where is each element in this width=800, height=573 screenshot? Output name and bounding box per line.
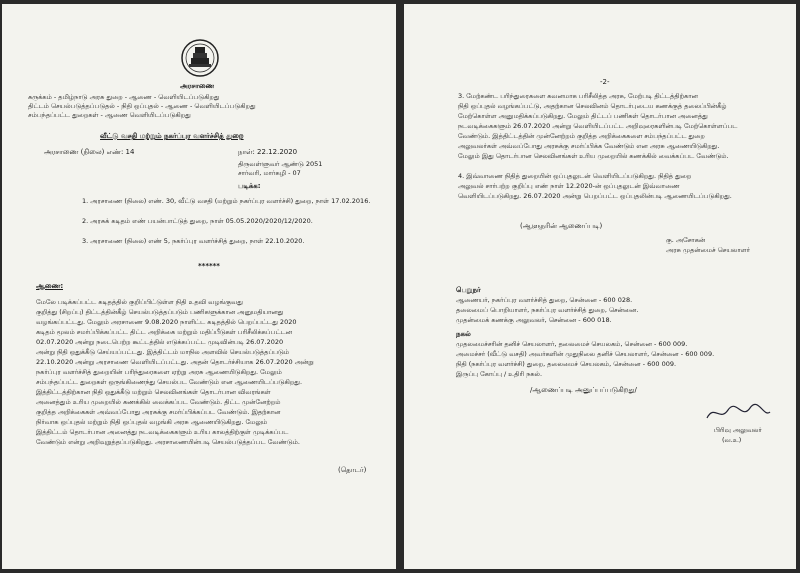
para-line: மேற்கொள்ள அனுமதிக்கப்படுகிறது. மேலும் திட்டப் பணிகள் தொடர்பான அனைத்து: [458, 112, 708, 120]
para-line: அலுவல் சார்பற்ற குறிப்பு எண் நாள் 12.2020-ன் ஒப்புதலுடன் இவ்வாணை: [458, 182, 680, 190]
divider: ******: [198, 262, 220, 270]
document-page-2: [404, 4, 796, 569]
para-line: வேண்டும். இத்திட்டத்தின் முன்னேற்றம் குறித்த அறிக்கைகளை சம்பந்தப்பட்ட துறை: [458, 132, 705, 140]
governor-order: (ஆளுநரின் ஆணைப்படி): [520, 222, 603, 230]
section-officer-title: (வ.உ): [722, 436, 742, 444]
to-line: தலைமைப் பொறியாளர், நகர்ப்புர வளர்ச்சித் துறை, சென்னை.: [456, 306, 639, 314]
reference-item: 1. அரசாணை (நிலை) எண். 30, வீட்டு வசதி (மற்றும் நகர்ப்புர வளர்ச்சி) துறை, நாள் 17.02.2016.: [82, 197, 371, 205]
copy-line: அமைச்சர் (வீட்டு வசதி) அவர்களின் முதுநிலை தனிச் செயலாளர், சென்னை - 600 009.: [456, 350, 715, 358]
order-label: ஆணை:: [36, 282, 64, 290]
tamil-month: சார்வரி, மார்கழி - 07: [238, 169, 301, 177]
forwarded-by: /ஆணைப்படி அனுப்பப்படுகிறது/: [530, 386, 637, 394]
body-line: நிர்வாக ஒப்புதல் மற்றும் நிதி ஒப்புதல் வழங்கி அரசு ஆணையிடுகிறது. மேலும்: [36, 418, 268, 426]
to-line: முதன்மைக் கணக்கு அலுவலர், சென்னை - 600 018.: [456, 316, 612, 324]
section-officer-name: பிரிவு அலுவலர்: [714, 426, 762, 434]
para-line: வெளியிடப்படுகிறது. 26.07.2020 அன்று பெறப்பட்ட ஒப்புதலின்படி ஆணையிடப்படுகிறது.: [458, 192, 732, 200]
document-page-1: [2, 4, 396, 569]
para-line: நிதி ஒப்புதல் வழங்கப்பட்டு, அதற்கான செலவினம் தொடர்புடைய கணக்குத் தலைப்பின்கீழ்: [458, 102, 727, 110]
page-number: -2-: [600, 78, 610, 86]
read-label: படிக்க:: [238, 182, 261, 190]
body-line: மேலே படிக்கப்பட்ட கடிதத்தில் குறிப்பிட்டுள்ள நிதி உதவி வழங்குவது: [36, 298, 243, 306]
go-date: நாள்: 22.12.2020: [238, 148, 298, 156]
copy-line: நிதி (நகர்ப்புர வளர்ச்சி) துறை, தலைமைச் செயலகம், சென்னை - 600 009.: [456, 360, 677, 368]
copy-label: நகல்: [456, 330, 471, 338]
tamil-year: திருவள்ளுவர் ஆண்டு 2051: [238, 160, 323, 168]
header-line: சுருக்கம் - தமிழ்நாடு அரசு துறை - ஆணை - வெளியிடப்படுகிறது: [28, 93, 220, 101]
handwritten-signature-icon: [704, 402, 774, 424]
to-label: பெறுநர்: [456, 286, 481, 294]
body-line: இத்திட்டம் தொடர்பான அனைத்து நடவடிக்கைகளும் உரிய காலத்திற்குள் முடிக்கப்பட: [36, 428, 289, 436]
body-line: இத்திட்டத்திற்கான நிதி ஒதுக்கீடு மற்றும் செலவினங்கள் தொடர்பான விவரங்கள்: [36, 388, 271, 396]
copy-line: இருப்பு கோப்பு / உதிரி நகல்.: [456, 370, 543, 378]
para-line: மேலும் இது தொடர்பான செலவினங்கள் உரிய முறையில் கணக்கில் வைக்கப்பட வேண்டும்.: [458, 152, 729, 160]
para-line: நடவடிக்கைகளும் 26.07.2020 அன்று வெளியிடப்பட்ட அறிவுரைகளின்படி மேற்கொள்ளப்பட: [458, 122, 738, 130]
body-line: அனைத்தும் உரிய முறையில் கணக்கில் வைக்கப்பட வேண்டும். திட்ட முன்னேற்றம்: [36, 398, 281, 406]
body-line: நகர்ப்புர வளர்ச்சித் துறையின் பரிந்துரைகளை ஏற்று அரசு ஆணையிடுகிறது. மேலும்: [36, 368, 282, 376]
body-line: வேண்டும் என்று அறிவுறுத்தப்படுகிறது. அரசாணையின்படி செயல்படுத்தப்பட வேண்டும்.: [36, 438, 300, 446]
to-line: ஆணையர், நகர்ப்புர வளர்ச்சித் துறை, சென்னை - 600 028.: [456, 296, 633, 304]
header-line: சம்பந்தப்பட்ட துறைகள் - ஆணை வெளியிடப்படுகிறது: [28, 111, 191, 119]
copy-line: முதலமைச்சரின் தனிச் செயலாளர், தலைமைச் செயலகம், சென்னை - 600 009.: [456, 340, 688, 348]
body-line: 22.10.2020 அன்று அரசாணை வெளியிடப்பட்டது. அதன் தொடர்ச்சியாக 26.07.2020 அன்று: [36, 358, 314, 366]
body-line: வழங்கப்பட்டது. மேலும் அரசாணை 9.08.2020 நாளிட்ட கடிதத்தில் பெறப்பட்டது 2020: [36, 318, 297, 326]
reference-item: 2. அரசுக் கடிதம் எண் பயன்பாட்டுத் துறை, நாள் 05.05.2020/2020/12/2020.: [82, 217, 313, 225]
para-line: 3. மேற்கண்ட பரிந்துரைகளை கவனமாக பரிசீலித்த அரசு, மேற்படி திட்டத்திற்கான: [458, 92, 698, 100]
body-line: குறித்து (சிறப்பு) திட்டத்தின்கீழ் செயல்படுத்தப்படும் பணிகளுக்கான அனுமதியானது: [36, 308, 284, 316]
para-line: 4. இவ்வாணை நிதித் துறையின் ஒப்புதலுடன் வெளியிடப்படுகிறது. நிதித் துறை: [458, 172, 692, 180]
body-line: சம்பந்தப்பட்ட துறைகள் ஒருங்கிணைந்து செயல்பட வேண்டும் என ஆணையிடப்படுகிறது.: [36, 378, 303, 386]
reference-item: 3. அரசாணை (நிலை) எண் 5, நகர்ப்புர வளர்ச்சித் துறை, நாள் 22.10.2020.: [82, 237, 305, 245]
continued-marker: (தொடர்): [338, 466, 367, 474]
signatory-title: அரசு முதன்மைச் செயலாளர்: [666, 246, 750, 254]
department-title: வீட்டு வசதி மற்றும் நகர்ப்புர வளர்ச்சித் துறை: [100, 132, 244, 140]
go-number: அரசாணை (நிலை) எண்: 14: [44, 148, 135, 156]
header-line: திட்டம் செயல்படுத்தப்படுதல் - நிதி ஒப்புதல் - ஆணை - வெளியிடப்படுகிறது: [28, 102, 256, 110]
body-line: குறித்த அறிக்கைகள் அவ்வப்போது அரசுக்கு சமர்ப்பிக்கப்பட வேண்டும். இதற்கான: [36, 408, 281, 416]
state-emblem-icon: [180, 38, 220, 78]
para-line: அலுவலர்கள் அவ்வப்போது அரசுக்கு சமர்ப்பிக்க வேண்டும் என அரசு ஆணையிடுகிறது.: [458, 142, 720, 150]
header-title: அரசாணை: [180, 82, 215, 90]
body-line: அன்று நிதி ஒதுக்கீடு செய்யப்பட்டது. இத்திட்டம் மாநில அளவில் செயல்படுத்தப்படும்: [36, 348, 290, 356]
signatory-name: கு. அசோகன்: [666, 236, 706, 244]
body-line: 02.07.2020 அன்று நடைபெற்ற கூட்டத்தில் எடுக்கப்பட்ட முடிவின்படி 26.07.2020: [36, 338, 284, 346]
body-line: கடிதம் மூலம் சமர்ப்பிக்கப்பட்ட திட்ட அறிக்கை மற்றும் மதிப்பீடுகள் பரிசீலிக்கப்பட்டன: [36, 328, 293, 336]
